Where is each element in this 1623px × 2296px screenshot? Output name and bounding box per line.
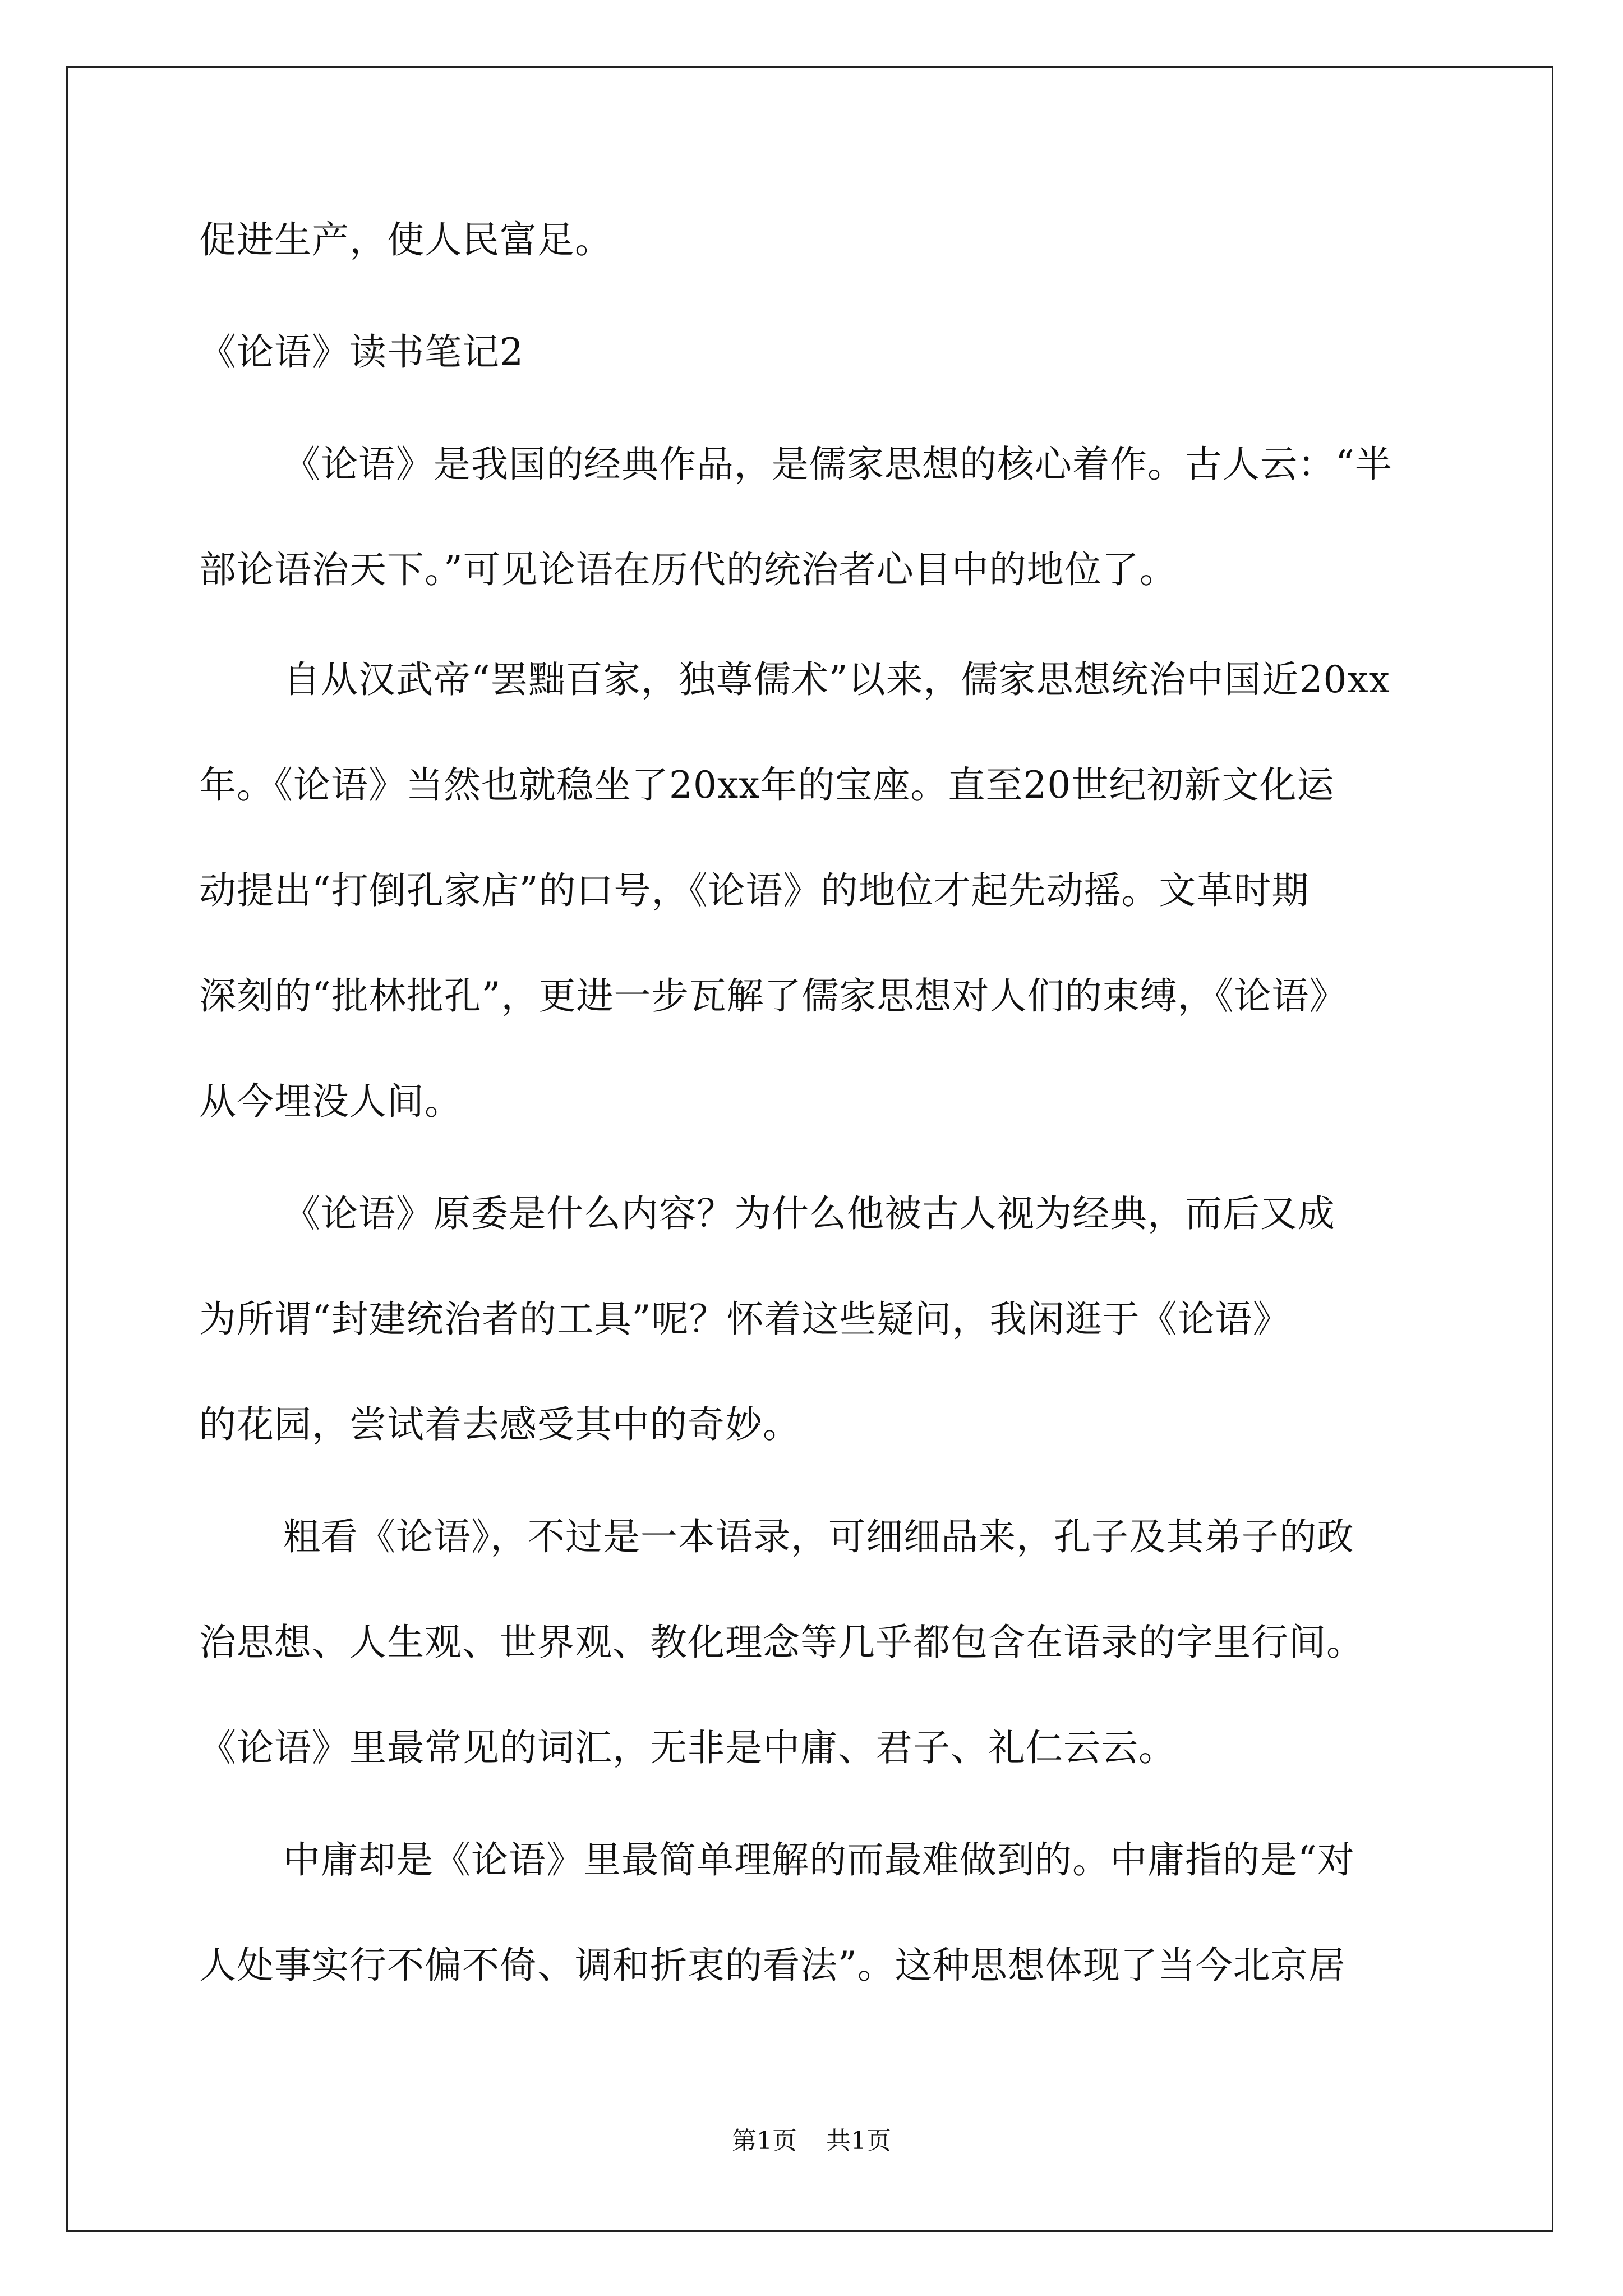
text-line: 中庸却是《论语》里最简单理解的而最难做到的。中庸指的是“对 xyxy=(283,1838,1355,1881)
text-line: 治思想、人生观、世界观、教化理念等几乎都包含在语录的字里行间。 xyxy=(199,1621,1364,1664)
text-line: 《论语》是我国的经典作品，是儒家思想的核心着作。古人云：“半 xyxy=(283,443,1393,486)
page-border xyxy=(66,66,1553,2232)
text-line: 的花园，尝试着去感受其中的奇妙。 xyxy=(199,1403,800,1446)
text-line: 《论语》原委是什么内容？为什么他被古人视为经典，而后又成 xyxy=(283,1192,1335,1235)
text-line: 粗看《论语》，不过是一本语录，可细细品来，孔子及其弟子的政 xyxy=(283,1515,1354,1558)
text-line: 从今埋没人间。 xyxy=(199,1080,462,1123)
text-line: 部论语治天下。”可见论语在历代的统治者心目中的地位了。 xyxy=(199,548,1177,591)
text-line: 《论语》里最常见的词汇，无非是中庸、君子、礼仁云云。 xyxy=(199,1726,1176,1769)
text-line: 年。《论语》当然也就稳坐了20xx年的宝座。直至20世纪初新文化运 xyxy=(199,763,1335,807)
page-footer xyxy=(0,2124,1623,2158)
text-line: 为所谓“封建统治者的工具”呢？怀着这些疑问，我闲逛于《论语》 xyxy=(199,1297,1290,1341)
text-line: 动提出“打倒孔家店”的口号，《论语》的地位才起先动摇。文革时期 xyxy=(199,869,1310,912)
text-line: 自从汉武帝“罢黜百家，独尊儒术”以来，儒家思想统治中国近20xx xyxy=(283,658,1390,701)
page-total: 共1页 xyxy=(826,2127,891,2155)
text-line: 深刻的“批林批孔”，更进一步瓦解了儒家思想对人们的束缚，《论语》 xyxy=(199,974,1347,1018)
page-number: 第1页 xyxy=(732,2127,797,2155)
text-line: 促进生产，使人民富足。 xyxy=(199,218,612,261)
section-heading: 《论语》读书笔记2 xyxy=(199,330,524,374)
text-line: 人处事实行不偏不倚、调和折衷的看法”。这种思想体现了当今北京居 xyxy=(199,1944,1346,1987)
